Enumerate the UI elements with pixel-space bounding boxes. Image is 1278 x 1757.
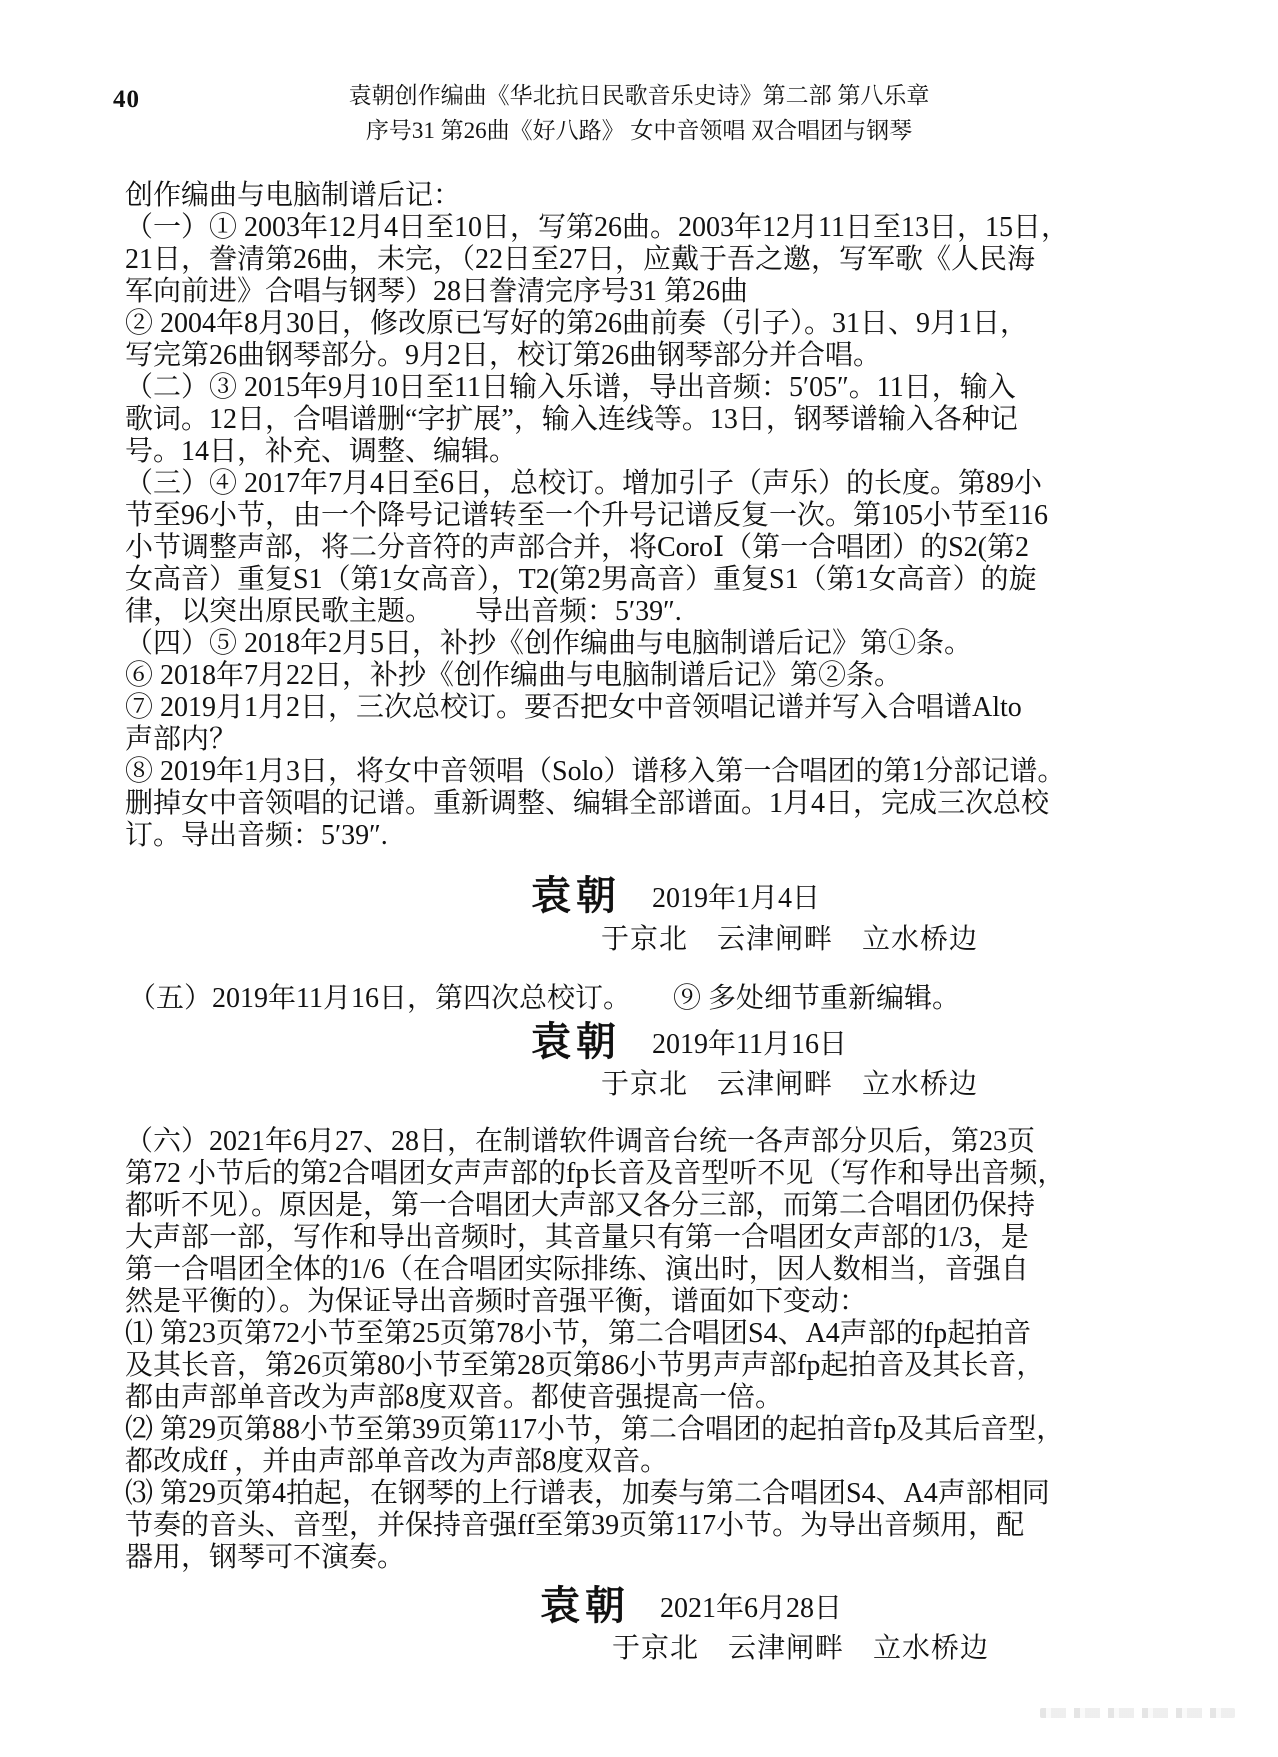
body-line: 删掉女中音领唱的记谱。重新调整、编辑全部谱面。1月4日，完成三次总校 xyxy=(125,788,1050,819)
body-line: （三）④ 2017年7月4日至6日，总校订。增加引子（声乐）的长度。第89小 xyxy=(125,468,1043,499)
body-line: ⑶ 第29页第4拍起，在钢琴的上行谱表，加奏与第二合唱团S4、A4声部相同 xyxy=(125,1478,1050,1509)
watermark-smudge xyxy=(1040,1708,1235,1718)
signature-name-3: 袁朝 xyxy=(540,1583,630,1628)
body-line: 节至96小节，由一个降号记谱转至一个升号记谱反复一次。第105小节至116 xyxy=(125,500,1048,531)
body-line: ② 2004年8月30日，修改原已写好的第26曲前奏（引子）。31日、9月1日， xyxy=(125,308,1029,339)
signature-name-1: 袁朝 xyxy=(531,873,621,918)
body-line: （六）2021年6月27、28日，在制谱软件调音台统一各声部分贝后，第23页 xyxy=(125,1126,1036,1157)
body-line: （一）① 2003年12月4日至10日，写第26曲。2003年12月11日至13日，15日， xyxy=(125,212,1069,243)
body-line: 节奏的音头、音型，并保持音强ff至第39页第117小节。为导出音频用，配 xyxy=(125,1510,1025,1541)
signature-date-2: 2019年11月16日 xyxy=(652,1029,847,1060)
section-five-line: （五）2019年11月16日，第四次总校订。 ⑨ 多处细节重新编辑。 xyxy=(128,983,960,1014)
body-line: 都改成ff ，并由声部单音改为声部8度双音。 xyxy=(125,1446,669,1477)
header-line-2: 序号31 第26曲《好八路》 女中音领唱 双合唱团与钢琴 xyxy=(365,118,913,143)
body-line: 写完第26曲钢琴部分。9月2日，校订第26曲钢琴部分并合唱。 xyxy=(125,340,882,371)
body-line: 号。14日，补充、调整、编辑。 xyxy=(125,436,518,467)
body-line: 大声部一部，写作和导出音频时，其音量只有第一合唱团女声部的1/3，是 xyxy=(125,1222,1029,1253)
header-line-1: 袁朝创作编曲《华北抗日民歌音乐史诗》第二部 第八乐章 xyxy=(348,83,930,108)
body-line: 21日，誊清第26曲，未完，（22日至27日，应戴于吾之邀，写军歌《人民海 xyxy=(125,244,1036,275)
body-line: 第一合唱团全体的1/6（在合唱团实际排练、演出时，因人数相当，音强自 xyxy=(125,1254,1029,1285)
body-line: ⑵ 第29页第88小节至第39页第117小节，第二合唱团的起拍音fp及其后音型， xyxy=(125,1414,1065,1445)
signature-date-3: 2021年6月28日 xyxy=(660,1593,843,1624)
body-line: 都听不见）。原因是，第一合唱团大声部又各分三部，而第二合唱团仍保持 xyxy=(125,1190,1036,1221)
header xyxy=(0,78,1278,148)
body-line: 律，以突出原民歌主题。 导出音频：5′39″. xyxy=(125,596,682,627)
postscript-body xyxy=(125,180,1185,852)
signature-date-1: 2019年1月4日 xyxy=(652,883,821,914)
body-line: 及其长音，第26页第80小节至第28页第86小节男声声部fp起拍音及其长音， xyxy=(125,1350,1045,1381)
signature-place-2: 于京北 云津闸畔 立水桥边 xyxy=(601,1069,979,1100)
body-line: 军向前进》合唱与钢琴）28日誊清完序号31 第26曲 xyxy=(125,276,749,307)
body-line: （四）⑤ 2018年2月5日，补抄《创作编曲与电脑制谱后记》第①条。 xyxy=(125,628,973,659)
signature-place-1: 于京北 云津闸畔 立水桥边 xyxy=(601,924,979,955)
body-line: 订。导出音频：5′39″. xyxy=(125,820,388,851)
body-line: （二）③ 2015年9月10日至11日输入乐谱，导出音频：5′05″。11日，输入 xyxy=(125,372,1016,403)
body-line: 声部内？ xyxy=(125,724,238,755)
section-six-body xyxy=(125,1126,1205,1574)
body-line: 小节调整声部，将二分音符的声部合并，将CoroⅠ（第一合唱团）的S2(第2 xyxy=(125,532,1029,563)
body-line: ⑥ 2018年7月22日，补抄《创作编曲与电脑制谱后记》第②条。 xyxy=(125,660,903,691)
body-line: 第72 小节后的第2合唱团女声声部的fp长音及音型听不见（写作和导出音频， xyxy=(125,1158,1066,1189)
body-title: 创作编曲与电脑制谱后记： xyxy=(125,180,462,211)
body-line: 然是平衡的）。为保证导出音频时音强平衡，谱面如下变动： xyxy=(125,1286,868,1317)
body-line: 都由声部单音改为声部8度双音。都使音强提高一倍。 xyxy=(125,1382,784,1413)
body-line: ⑦ 2019月1月2日，三次总校订。要否把女中音领唱记谱并写入合唱谱Alto xyxy=(125,692,1022,723)
page-number: 40 xyxy=(113,86,140,113)
body-line: ⑴ 第23页第72小节至第25页第78小节，第二合唱团S4、A4声部的fp起拍音 xyxy=(125,1318,1032,1349)
body-line: ⑧ 2019年1月3日，将女中音领唱（Solo）谱移入第一合唱团的第1分部记谱。 xyxy=(125,756,1066,787)
signature-place-3: 于京北 云津闸畔 立水桥边 xyxy=(612,1633,990,1664)
signature-name-2: 袁朝 xyxy=(531,1019,621,1064)
body-line: 器用，钢琴可不演奏。 xyxy=(125,1542,406,1573)
body-line: 歌词。12日，合唱谱删“字扩展”，输入连线等。13日，钢琴谱输入各种记 xyxy=(125,404,1018,435)
body-line: 女高音）重复S1（第1女高音），T2(第2男高音）重复S1（第1女高音）的旋 xyxy=(125,564,1037,595)
